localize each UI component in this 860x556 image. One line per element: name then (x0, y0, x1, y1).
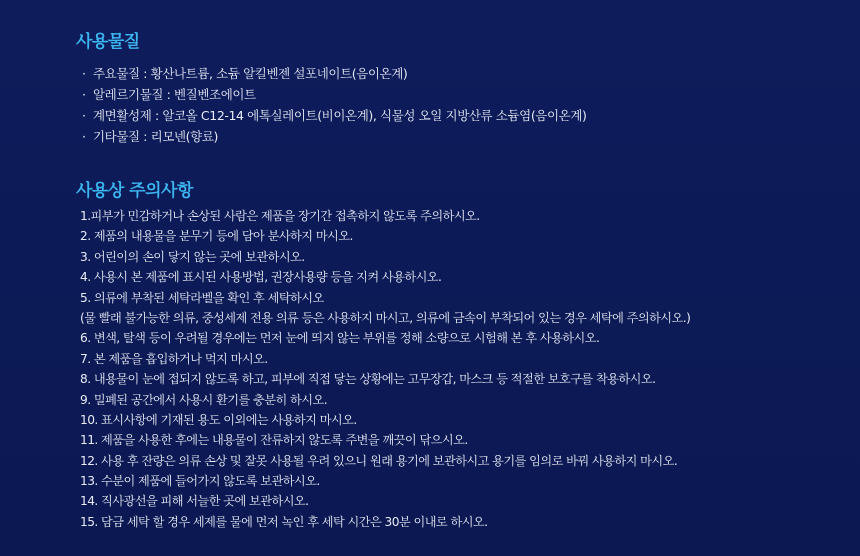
caution-item: 9. 밀폐된 공간에서 사용시 환기를 충분히 하시오. (80, 392, 328, 407)
caution-item: 4. 사용시 본 제품에 표시된 사용방법, 권장사용량 등을 지켜 사용하시오. (80, 270, 442, 285)
bullet-mark: · (82, 87, 86, 102)
caution-item: 14. 직사광선을 피해 서늘한 곳에 보관하시오. (80, 494, 309, 509)
materials-item-text: 알레르기물질 : 벤질벤조에이트 (93, 87, 256, 102)
caution-item: 7. 본 제품을 흡입하거나 먹지 마시오. (80, 351, 268, 366)
caution-item: 1.피부가 민감하거나 손상된 사람은 제품을 장기간 접촉하지 않도록 주의하시오. (80, 209, 480, 223)
cautions-list (80, 206, 690, 532)
cautions-heading: 사용상 주의사항 (76, 181, 193, 201)
caution-item: 6. 변색, 탈색 등이 우려될 경우에는 먼저 눈에 띄지 않는 부위를 정해 소량으로 시험해 본 후 사용하시오. (80, 331, 600, 346)
caution-item: 13. 수분이 제품에 들어가지 않도록 보관하시오. (80, 474, 320, 489)
caution-item: 5. 의류에 부착된 세탁라벨을 확인 후 세탁하시오 (80, 290, 324, 305)
caution-item: 11. 제품을 사용한 후에는 내용물이 잔류하지 않도록 주변을 깨끗이 닦으시오. (80, 433, 468, 448)
caution-item: 8. 내용물이 눈에 접되지 않도록 하고, 피부에 직접 닿는 상황에는 고무장갑, 마스크 등 적절한 보호구를 착용하시오. (80, 372, 656, 387)
materials-item (82, 105, 586, 126)
caution-item: 2. 제품의 내용물을 분무기 등에 담아 분사하지 마시오. (80, 229, 353, 244)
bullet-mark: · (82, 66, 86, 81)
materials-item-text: 기타물질 : 리모넨(향료) (93, 129, 218, 144)
materials-list (82, 63, 586, 147)
caution-item: 3. 어린이의 손이 닿지 않는 곳에 보관하시오. (80, 249, 305, 264)
materials-item (82, 126, 586, 147)
caution-item: 15. 담금 세탁 할 경우 세제를 물에 먼저 녹인 후 세탁 시간은 30분 이내로 하시오. (80, 514, 488, 529)
bullet-mark: · (82, 129, 86, 144)
materials-item (82, 63, 586, 84)
caution-item-note: (물 빨래 불가능한 의류, 중성세제 전용 의류 등은 사용하지 마시고, 의류에 금속이 부착되어 있는 경우 세탁에 주의하시오.) (80, 310, 691, 325)
materials-item-text: 계면활성제 : 알코올 C12-14 에톡실레이트(비이온계), 식물성 오일 지방산류 소듐염(음이온계) (93, 108, 587, 123)
materials-heading: 사용물질 (76, 32, 140, 52)
materials-item (82, 84, 586, 105)
materials-item-text: 주요물질 : 황산나트륨, 소듐 알킬벤젠 설포네이트(음이온계) (93, 66, 408, 81)
caution-item: 10. 표시사항에 기재된 용도 이외에는 사용하지 마시오. (80, 412, 357, 427)
caution-item: 12. 사용 후 잔량은 의류 손상 및 잘못 사용될 우려 있으니 원래 용기에 보관하시고 용기를 임의로 바꿔 사용하지 마시오. (80, 453, 678, 468)
bullet-mark: · (82, 108, 86, 123)
